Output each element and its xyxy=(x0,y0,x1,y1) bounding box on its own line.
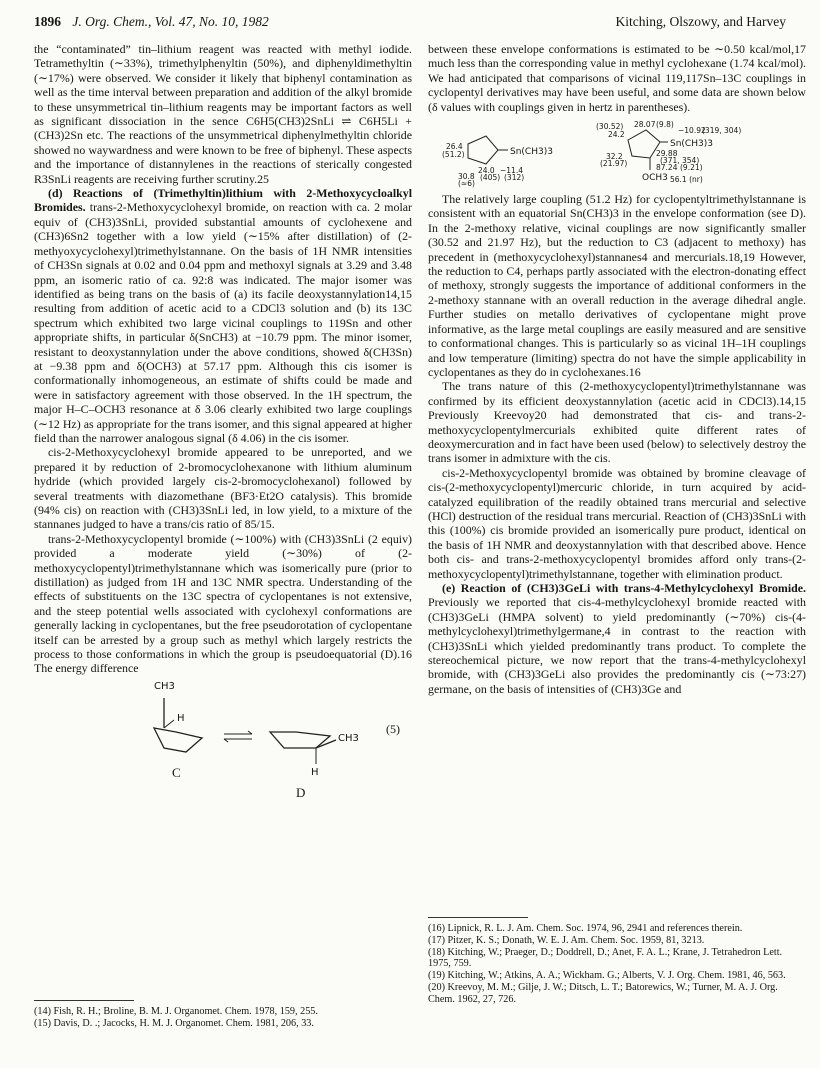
footnote-rule xyxy=(428,917,528,918)
footnotes-right xyxy=(428,923,806,1006)
paragraph-text: Previously we reported that cis-4-methylcyclohexyl bromide reacted with (CH3)3GeLi (HMPA solvent) to yield predominantly (∼70%) cis-(4-methylcyclohexyl)trimethylgermane,4 in contrast to the reaction with (CH3)3SnLi which yielded predominantly trans product. To complete the stereochemical picture, we now report that the trans-4-methylcyclohexyl bromide, with (CH3)3GeLi also provides the predominantly cis (∼73:27) germane, on the basis of intensities of (CH3)3Ge and xyxy=(428,595,806,696)
nmr-value: (51.2) xyxy=(442,150,465,160)
footnote: (16) Lipnick, R. L. J. Am. Chem. Soc. 1974, 96, 2941 and references therein. xyxy=(428,923,743,934)
nmr-value: 30.8 xyxy=(458,172,475,182)
author-running-head: Kitching, Olszowy, and Harvey xyxy=(615,14,786,29)
paragraph: between these envelope conformations is estimated to be ∼0.50 kcal/mol,17 much less than the corresponding value in methyl cyclohexane (1.74 kcal/mol). We had anticipated that comparisons of vicinal 119,117Sn–13C couplings in cyclopentyl derivatives may have been useful, and some data are shown below (δ values with couplings given in hertz in parentheses). xyxy=(428,42,806,114)
methyl-label: CH3 xyxy=(338,732,359,744)
section-heading: (d) Reactions of (Trimethyltin)lithium with 2-Methoxycycloalkyl Bromides. xyxy=(34,186,412,215)
journal-citation: J. Org. Chem., Vol. 47, No. 10, 1982 xyxy=(72,14,269,29)
conformer-d-label: D xyxy=(296,784,306,800)
nmr-value: (371, 354) xyxy=(660,156,700,166)
section-heading: (e) Reaction of (CH3)3GeLi with trans-4-Methylcyclohexyl Bromide. xyxy=(442,581,806,595)
conformer-c-label: C xyxy=(172,764,181,780)
paragraph: The trans nature of this (2-methoxycyclopentyl)trimethylstannane was confirmed by its efficient deoxystannylation (acetic acid in CDCl3).14,15 Previously Kreevoy20 had demonstrated that cis- and trans-2-methoxycyclopentylmercurials exhibited quite different rates of deoxymercuration and in fact have been used (below) to selectively destroy the trans isomer in admixture with the cis. xyxy=(428,379,806,466)
left-column xyxy=(34,42,412,806)
section-d-paragraph xyxy=(34,186,412,445)
footnote: (18) Kitching, W.; Praeger, D.; Doddrell, D.; Anet, F. A. L.; Krane, J. Tetrahedron Lett. 1975, 759. xyxy=(428,946,783,970)
nmr-value: 24.0 xyxy=(478,166,495,176)
methyl-label: CH3 xyxy=(154,680,175,692)
nmr-data-structures xyxy=(428,120,806,189)
nmr-value: (319, 304) xyxy=(702,126,742,136)
nmr-value: (9.8) xyxy=(656,120,674,130)
nmr-value: 28.07 xyxy=(634,120,656,130)
substituent-label: Sn(CH3)3 xyxy=(510,147,553,158)
footnote: (20) Kreevoy, M. M.; Gilje, J. W.; Ditsch, L. T.; Batorewics, W.; Turner, M. A. J. Org. Chem. 1962, 27, 726. xyxy=(428,981,778,1005)
page-header xyxy=(34,14,786,32)
footnote: (17) Pitzer, K. S.; Donath, W. E. J. Am. Chem. Soc. 1959, 81, 3213. xyxy=(428,934,705,946)
conformer-scheme xyxy=(34,676,412,806)
footnotes-left xyxy=(34,1006,412,1030)
equation-number: (5) xyxy=(386,721,400,736)
nmr-value: 24.2 xyxy=(608,130,625,140)
nmr-value: (405) xyxy=(480,173,501,183)
hydrogen-label: H xyxy=(311,766,319,778)
nmr-value: 87.24 xyxy=(656,163,678,173)
header-left xyxy=(34,14,269,30)
footnote: (19) Kitching, W.; Atkins, A. A.; Wickham. G.; Alberts, V. J. Org. Chem. 1981, 46, 563. xyxy=(428,970,786,982)
substituent-label: Sn(CH3)3 xyxy=(670,139,713,150)
nmr-value: 29.88 xyxy=(656,149,678,159)
nmr-value: 32.2 xyxy=(606,152,623,162)
right-column xyxy=(428,42,806,696)
paragraph: cis-2-Methoxycyclopentyl bromide was obtained by bromine cleavage of cis-(2-methoxycyclopentyl)mercuric chloride, in turn acquired by acid-catalyzed equilibration of the readily obtained trans mercurial and selective (HCl) destruction of the residual trans mercurial. Reaction of (CH3)3SnLi with this (100%) cis bromide provided an isomerically pure product, identical on the basis of 1H NMR and deoxystannylation with that described above. Hence both cis- and trans-2-methoxycyclopentyl bromides afford only trans-(2-methoxycyclopentyl)trimethylstannane, together with elimination product. xyxy=(428,465,806,581)
nmr-value: −11.4 xyxy=(500,166,523,176)
nmr-value: (21.97) xyxy=(600,159,628,169)
nmr-value: (312) xyxy=(504,173,525,183)
paragraph: the “contaminated” tin–lithium reagent was reacted with methyl iodide. Tetramethyltin (∼33%), trimethylphenyltin (50%), and diphenyldimethyltin (∼17%) were observed. We consider it likely that biphenyl contamination as well as the time interval between preparation and addition of the alkyl bromide to these unsymmetrical tin–lithium reagents may be important factors as well as significant dissociation in the sence C6H5(CH3)2SnLi ⇌ C6H5Li + (CH3)2Sn etc. The reactions of the unsymmetrical diphenylmethyltin chloride showed no waywardness and were known to be free of biphenyl. These aspects and the importance of distannylenes in the reactions of sterically congested R3SnLi reagents are receiving further scrutiny.25 xyxy=(34,42,412,186)
page-number: 1896 xyxy=(34,14,61,29)
nmr-value: (30.52) xyxy=(596,122,624,132)
substituent-label: OCH3 xyxy=(642,173,668,184)
nmr-value: (≈6) xyxy=(458,179,475,189)
nmr-value: 56.1 (nr) xyxy=(670,175,703,185)
nmr-value: (9.21) xyxy=(680,163,703,173)
paragraph: cis-2-Methoxycyclohexyl bromide appeared to be unreported, and we prepared it by reduction of 2-bromocyclohexanone with lithium aluminum hydride (which provided largely cis-2-bromocyclohexanol) followed by several treatments with diazomethane (BF3·Et2O catalysis). This bromide (94% cis) on reaction with (CH3)3SnLi led, in low yield, to a mixture of the stannanes judged to have a trans/cis ratio of 85/15. xyxy=(34,445,412,532)
paragraph: The relatively large coupling (51.2 Hz) for cyclopentyltrimethylstannane is consistent with an equatorial Sn(CH3)3 in the envelope conformation (see D). In the 2-methoxy relative, vicinal couplings are now significantly smaller (30.52 and 21.97 Hz), but the reduction to C3 (adjacent to methoxy) has precedent in (methoxycyclohexyl)stannanes4 and mercurials.18,19 However, the reduction to C4, perhaps partly associated with the electron-donating effect of methoxy, strongly suggests the importance of additional conformers in the 2-methoxy stannane with an overall reduction in the average dihedral angle. Further studies on metallo derivatives of cyclopentane might prove informative, as the large metal couplings are easily measured and are sensitive to conformational changes. This is particularly so as vicinal 1H–1H couplings and low temperature (limiting) spectra do not have the simple applicability in cyclopentanes as they do in cyclohexanes.16 xyxy=(428,192,806,379)
section-e-paragraph xyxy=(428,581,806,696)
nmr-value: 26.4 xyxy=(446,142,463,152)
hydrogen-label: H xyxy=(177,712,185,724)
footnote-rule xyxy=(34,1000,134,1001)
paragraph-text: trans-2-Methoxycyclohexyl bromide, on reaction with ca. 2 molar equiv of (CH3)3SnLi, provided substantial amounts of cyclohexene and (CH3)6Sn2 together with a low yield (∼15% after distillation) of (2-methyoxycyclohexyl)trimethylstannane. On the basis of 1H NMR intensities of CH3Sn signals at 0.02 and 0.04 ppm and methoxyl signals at 3.29 and 3.48 ppm, an isomeric ratio of ca. 92:8 was indicated. The major isomer was identified as being trans on the basis of (a) its facile deoxystannylation14,15 resulting from addition of acetic acid to a CDCl3 solution and (b) its 13C spectrum which exhibited two large vicinal couplings to 119Sn and other appropriate shifts, in particular δ(SnCH3) at −10.79 ppm. The minor isomer, resistant to deoxystannylation under the above conditions, showed δ(CH3Sn) at −9.38 ppm and δ(OCH3) at 57.17 ppm. Although this cis isomer is conformationally inhomogeneous, an estimate of shifts could be made and were in satisfactory agreement with those observed. In the 1H spectrum, the major H–C–OCH3 resonance at δ 3.06 clearly exhibited two large couplings (∼12 Hz) as appropriate for the trans isomer, and this signal appeared at higher field than the narrower analogous signal (δ 4.06) in the cis isomer. xyxy=(34,200,412,445)
nmr-value: −10.92 xyxy=(678,126,706,136)
footnote: (15) Davis, D. .; Jacocks, H. M. J. Organomet. Chem. 1981, 206, 33. xyxy=(34,1017,314,1029)
paragraph: trans-2-Methoxycyclopentyl bromide (∼100%) with (CH3)3SnLi (2 equiv) provided a moderate yield (∼30%) of (2-methoxycyclopentyl)trimethylstannane which was isomerically pure (prior to distillation) as judged from 1H and 13C NMR spectra. Understanding of the effects of substituents on the 13C spectra of cyclopentanes is not extensive, and the steep potential wells associated with cyclohexyl conformations are generally lacking in cyclopentanes, but the free pseudorotation of cyclopentane itself can be arrested by a group such as methyl which largely restricts the process to those conformations in which the group is pseudoequatorial (D).16 The energy difference xyxy=(34,531,412,676)
footnote: (14) Fish, R. H.; Broline, B. M. J. Organomet. Chem. 1978, 159, 255. xyxy=(34,1006,318,1017)
